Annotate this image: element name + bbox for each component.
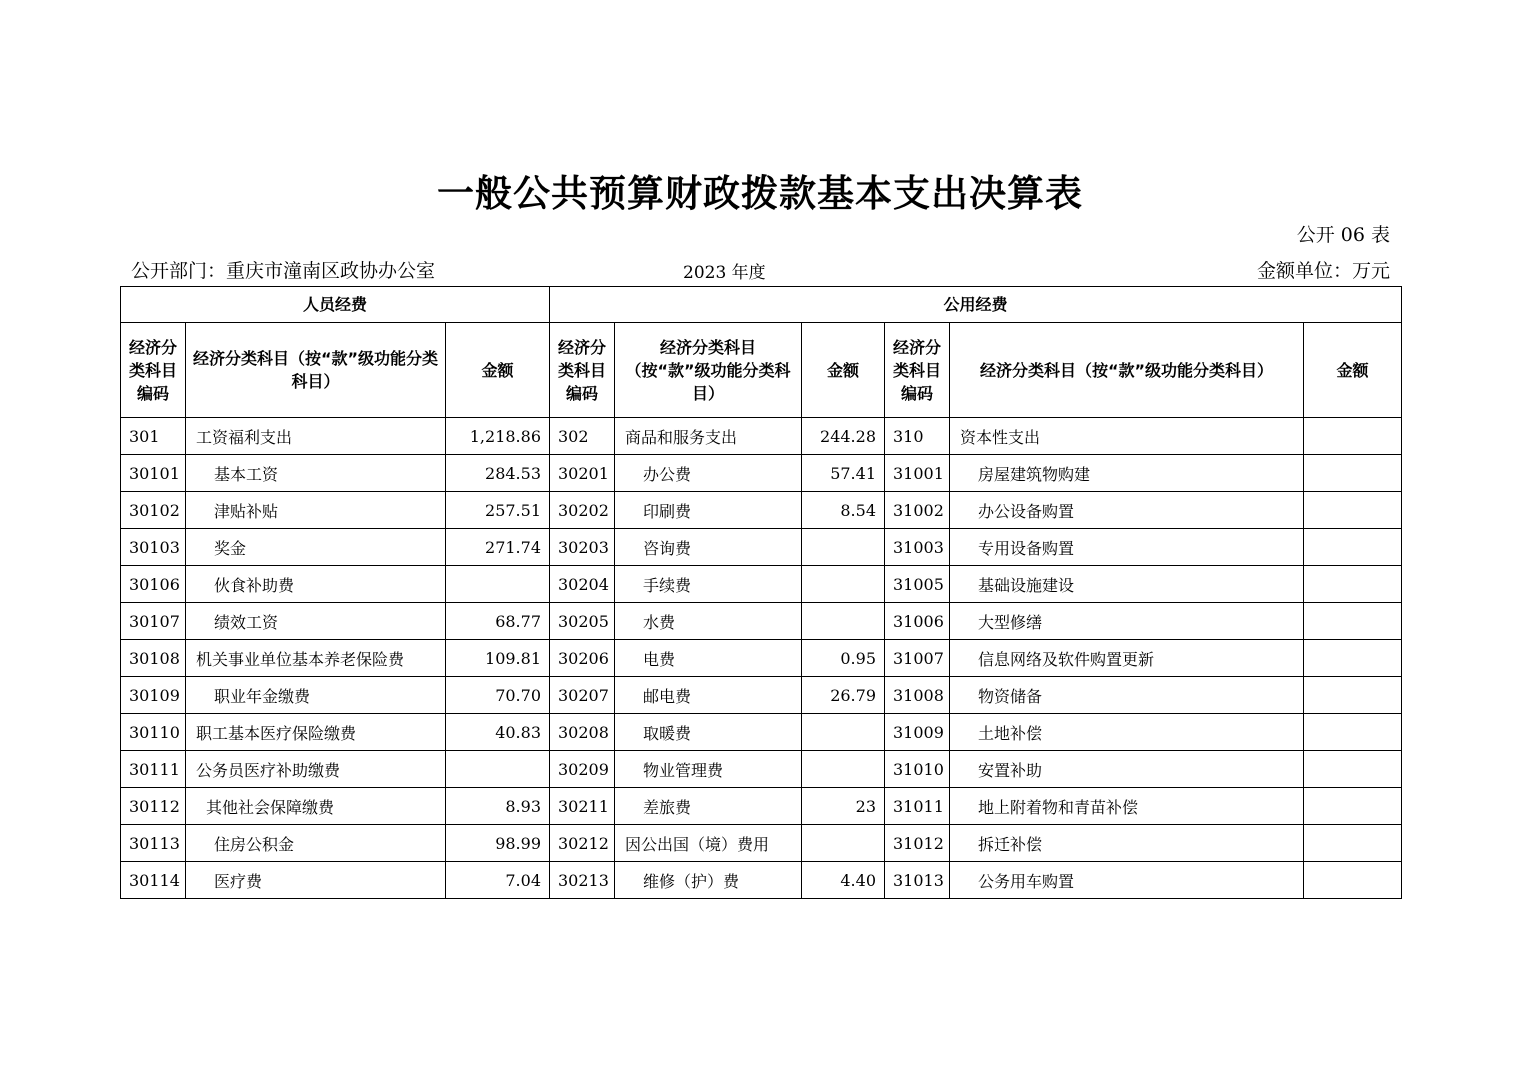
code-cell: 30203 — [550, 529, 615, 566]
amount-cell — [1304, 492, 1402, 529]
page-title: 一般公共预算财政拨款基本支出决算表 — [437, 172, 1083, 215]
table-row — [121, 529, 1402, 566]
name-cell: 公务用车购置 — [950, 862, 1304, 899]
amount-cell — [802, 751, 885, 788]
name-cell: 邮电费 — [615, 677, 802, 714]
code-cell: 30108 — [121, 640, 186, 677]
amount-cell — [1304, 825, 1402, 862]
table-row — [121, 418, 1402, 455]
name-cell: 手续费 — [615, 566, 802, 603]
amount-cell: 244.28 — [802, 418, 885, 455]
amount-cell: 8.93 — [446, 788, 550, 825]
name-cell: 工资福利支出 — [186, 418, 446, 455]
table-row — [121, 492, 1402, 529]
name-cell: 基本工资 — [186, 455, 446, 492]
amount-cell: 23 — [802, 788, 885, 825]
name-cell: 房屋建筑物购建 — [950, 455, 1304, 492]
code-cell: 31011 — [885, 788, 950, 825]
code-cell: 310 — [885, 418, 950, 455]
amount-cell — [802, 825, 885, 862]
name-cell: 职工基本医疗保险缴费 — [186, 714, 446, 751]
name-cell: 土地补偿 — [950, 714, 1304, 751]
code-cell: 31005 — [885, 566, 950, 603]
table-row — [121, 862, 1402, 899]
code-cell: 30111 — [121, 751, 186, 788]
form-number: 公开 06 表 — [1296, 224, 1390, 246]
name-cell: 公务员医疗补助缴费 — [186, 751, 446, 788]
code-cell: 30114 — [121, 862, 186, 899]
code-cell: 30207 — [550, 677, 615, 714]
code-cell: 30206 — [550, 640, 615, 677]
amount-cell: 1,218.86 — [446, 418, 550, 455]
code-cell: 30213 — [550, 862, 615, 899]
table-row — [121, 455, 1402, 492]
code-cell: 30208 — [550, 714, 615, 751]
amount-cell — [1304, 603, 1402, 640]
code-cell: 301 — [121, 418, 186, 455]
code-cell: 31008 — [885, 677, 950, 714]
code-cell: 30109 — [121, 677, 186, 714]
name-cell: 拆迁补偿 — [950, 825, 1304, 862]
name-cell: 机关事业单位基本养老保险费 — [186, 640, 446, 677]
name-cell: 办公费 — [615, 455, 802, 492]
amount-cell: 109.81 — [446, 640, 550, 677]
header-amount: 金额 — [802, 323, 885, 418]
amount-cell — [1304, 418, 1402, 455]
amount-cell — [446, 566, 550, 603]
name-cell: 地上附着物和青苗补偿 — [950, 788, 1304, 825]
group-personnel: 人员经费 — [121, 287, 550, 323]
amount-cell: 8.54 — [802, 492, 885, 529]
code-cell: 30101 — [121, 455, 186, 492]
code-cell: 30212 — [550, 825, 615, 862]
group-public: 公用经费 — [550, 287, 1402, 323]
name-cell: 安置补助 — [950, 751, 1304, 788]
name-cell: 绩效工资 — [186, 603, 446, 640]
name-cell: 咨询费 — [615, 529, 802, 566]
amount-cell: 7.04 — [446, 862, 550, 899]
amount-unit: 金额单位：万元 — [1256, 260, 1390, 282]
header-code: 经济分类科目编码 — [121, 323, 186, 418]
amount-cell: 257.51 — [446, 492, 550, 529]
code-cell: 30211 — [550, 788, 615, 825]
name-cell: 奖金 — [186, 529, 446, 566]
name-cell: 印刷费 — [615, 492, 802, 529]
name-cell: 商品和服务支出 — [615, 418, 802, 455]
code-cell: 30205 — [550, 603, 615, 640]
header-amount: 金额 — [446, 323, 550, 418]
name-cell: 取暖费 — [615, 714, 802, 751]
name-cell: 物资储备 — [950, 677, 1304, 714]
amount-cell — [1304, 640, 1402, 677]
amount-cell: 26.79 — [802, 677, 885, 714]
code-cell: 30106 — [121, 566, 186, 603]
code-cell: 30202 — [550, 492, 615, 529]
code-cell: 31013 — [885, 862, 950, 899]
amount-cell — [802, 566, 885, 603]
amount-cell — [1304, 714, 1402, 751]
code-cell: 30113 — [121, 825, 186, 862]
amount-cell: 57.41 — [802, 455, 885, 492]
header-code: 经济分类科目编码 — [550, 323, 615, 418]
amount-cell: 40.83 — [446, 714, 550, 751]
code-cell: 31010 — [885, 751, 950, 788]
amount-cell — [446, 751, 550, 788]
name-cell: 差旅费 — [615, 788, 802, 825]
name-cell: 伙食补助费 — [186, 566, 446, 603]
name-cell: 资本性支出 — [950, 418, 1304, 455]
table-row — [121, 751, 1402, 788]
name-cell: 津贴补贴 — [186, 492, 446, 529]
code-cell: 31006 — [885, 603, 950, 640]
amount-cell — [1304, 862, 1402, 899]
name-cell: 因公出国（境）费用 — [615, 825, 802, 862]
code-cell: 31002 — [885, 492, 950, 529]
amount-cell: 98.99 — [446, 825, 550, 862]
table-row — [121, 714, 1402, 751]
header-name: 经济分类科目（按“款”级功能分类科目） — [950, 323, 1304, 418]
code-cell: 30112 — [121, 788, 186, 825]
code-cell: 30107 — [121, 603, 186, 640]
code-cell: 30201 — [550, 455, 615, 492]
department-label: 公开部门：重庆市潼南区政协办公室 — [131, 260, 436, 282]
table-row — [121, 825, 1402, 862]
table-row — [121, 603, 1402, 640]
code-cell: 31007 — [885, 640, 950, 677]
name-cell: 医疗费 — [186, 862, 446, 899]
amount-cell — [1304, 677, 1402, 714]
header-name: 经济分类科目（按“款”级功能分类科目） — [186, 323, 446, 418]
amount-cell — [802, 529, 885, 566]
code-cell: 31012 — [885, 825, 950, 862]
name-cell: 信息网络及软件购置更新 — [950, 640, 1304, 677]
table-row — [121, 566, 1402, 603]
name-cell: 电费 — [615, 640, 802, 677]
name-cell: 其他社会保障缴费 — [186, 788, 446, 825]
code-cell: 30110 — [121, 714, 186, 751]
expenditure-table — [120, 286, 1402, 899]
code-cell: 30102 — [121, 492, 186, 529]
name-cell: 办公设备购置 — [950, 492, 1304, 529]
amount-cell — [1304, 455, 1402, 492]
code-cell: 302 — [550, 418, 615, 455]
amount-cell: 70.70 — [446, 677, 550, 714]
table-row — [121, 677, 1402, 714]
name-cell: 维修（护）费 — [615, 862, 802, 899]
amount-cell: 0.95 — [802, 640, 885, 677]
fiscal-year: 2023 年度 — [683, 263, 766, 283]
code-cell: 30103 — [121, 529, 186, 566]
amount-cell — [1304, 566, 1402, 603]
name-cell: 物业管理费 — [615, 751, 802, 788]
name-cell: 水费 — [615, 603, 802, 640]
code-cell: 31001 — [885, 455, 950, 492]
amount-cell — [1304, 529, 1402, 566]
amount-cell — [1304, 751, 1402, 788]
amount-cell — [802, 714, 885, 751]
amount-cell: 284.53 — [446, 455, 550, 492]
name-cell: 专用设备购置 — [950, 529, 1304, 566]
amount-cell — [1304, 788, 1402, 825]
header-code: 经济分类科目编码 — [885, 323, 950, 418]
amount-cell — [802, 603, 885, 640]
amount-cell: 68.77 — [446, 603, 550, 640]
name-cell: 大型修缮 — [950, 603, 1304, 640]
header-name: 经济分类科目（按“款”级功能分类科目） — [615, 323, 802, 418]
name-cell: 职业年金缴费 — [186, 677, 446, 714]
code-cell: 31003 — [885, 529, 950, 566]
header-amount: 金额 — [1304, 323, 1402, 418]
code-cell: 30204 — [550, 566, 615, 603]
amount-cell: 271.74 — [446, 529, 550, 566]
code-cell: 30209 — [550, 751, 615, 788]
code-cell: 31009 — [885, 714, 950, 751]
table-row — [121, 788, 1402, 825]
name-cell: 住房公积金 — [186, 825, 446, 862]
table-row — [121, 640, 1402, 677]
name-cell: 基础设施建设 — [950, 566, 1304, 603]
amount-cell: 4.40 — [802, 862, 885, 899]
